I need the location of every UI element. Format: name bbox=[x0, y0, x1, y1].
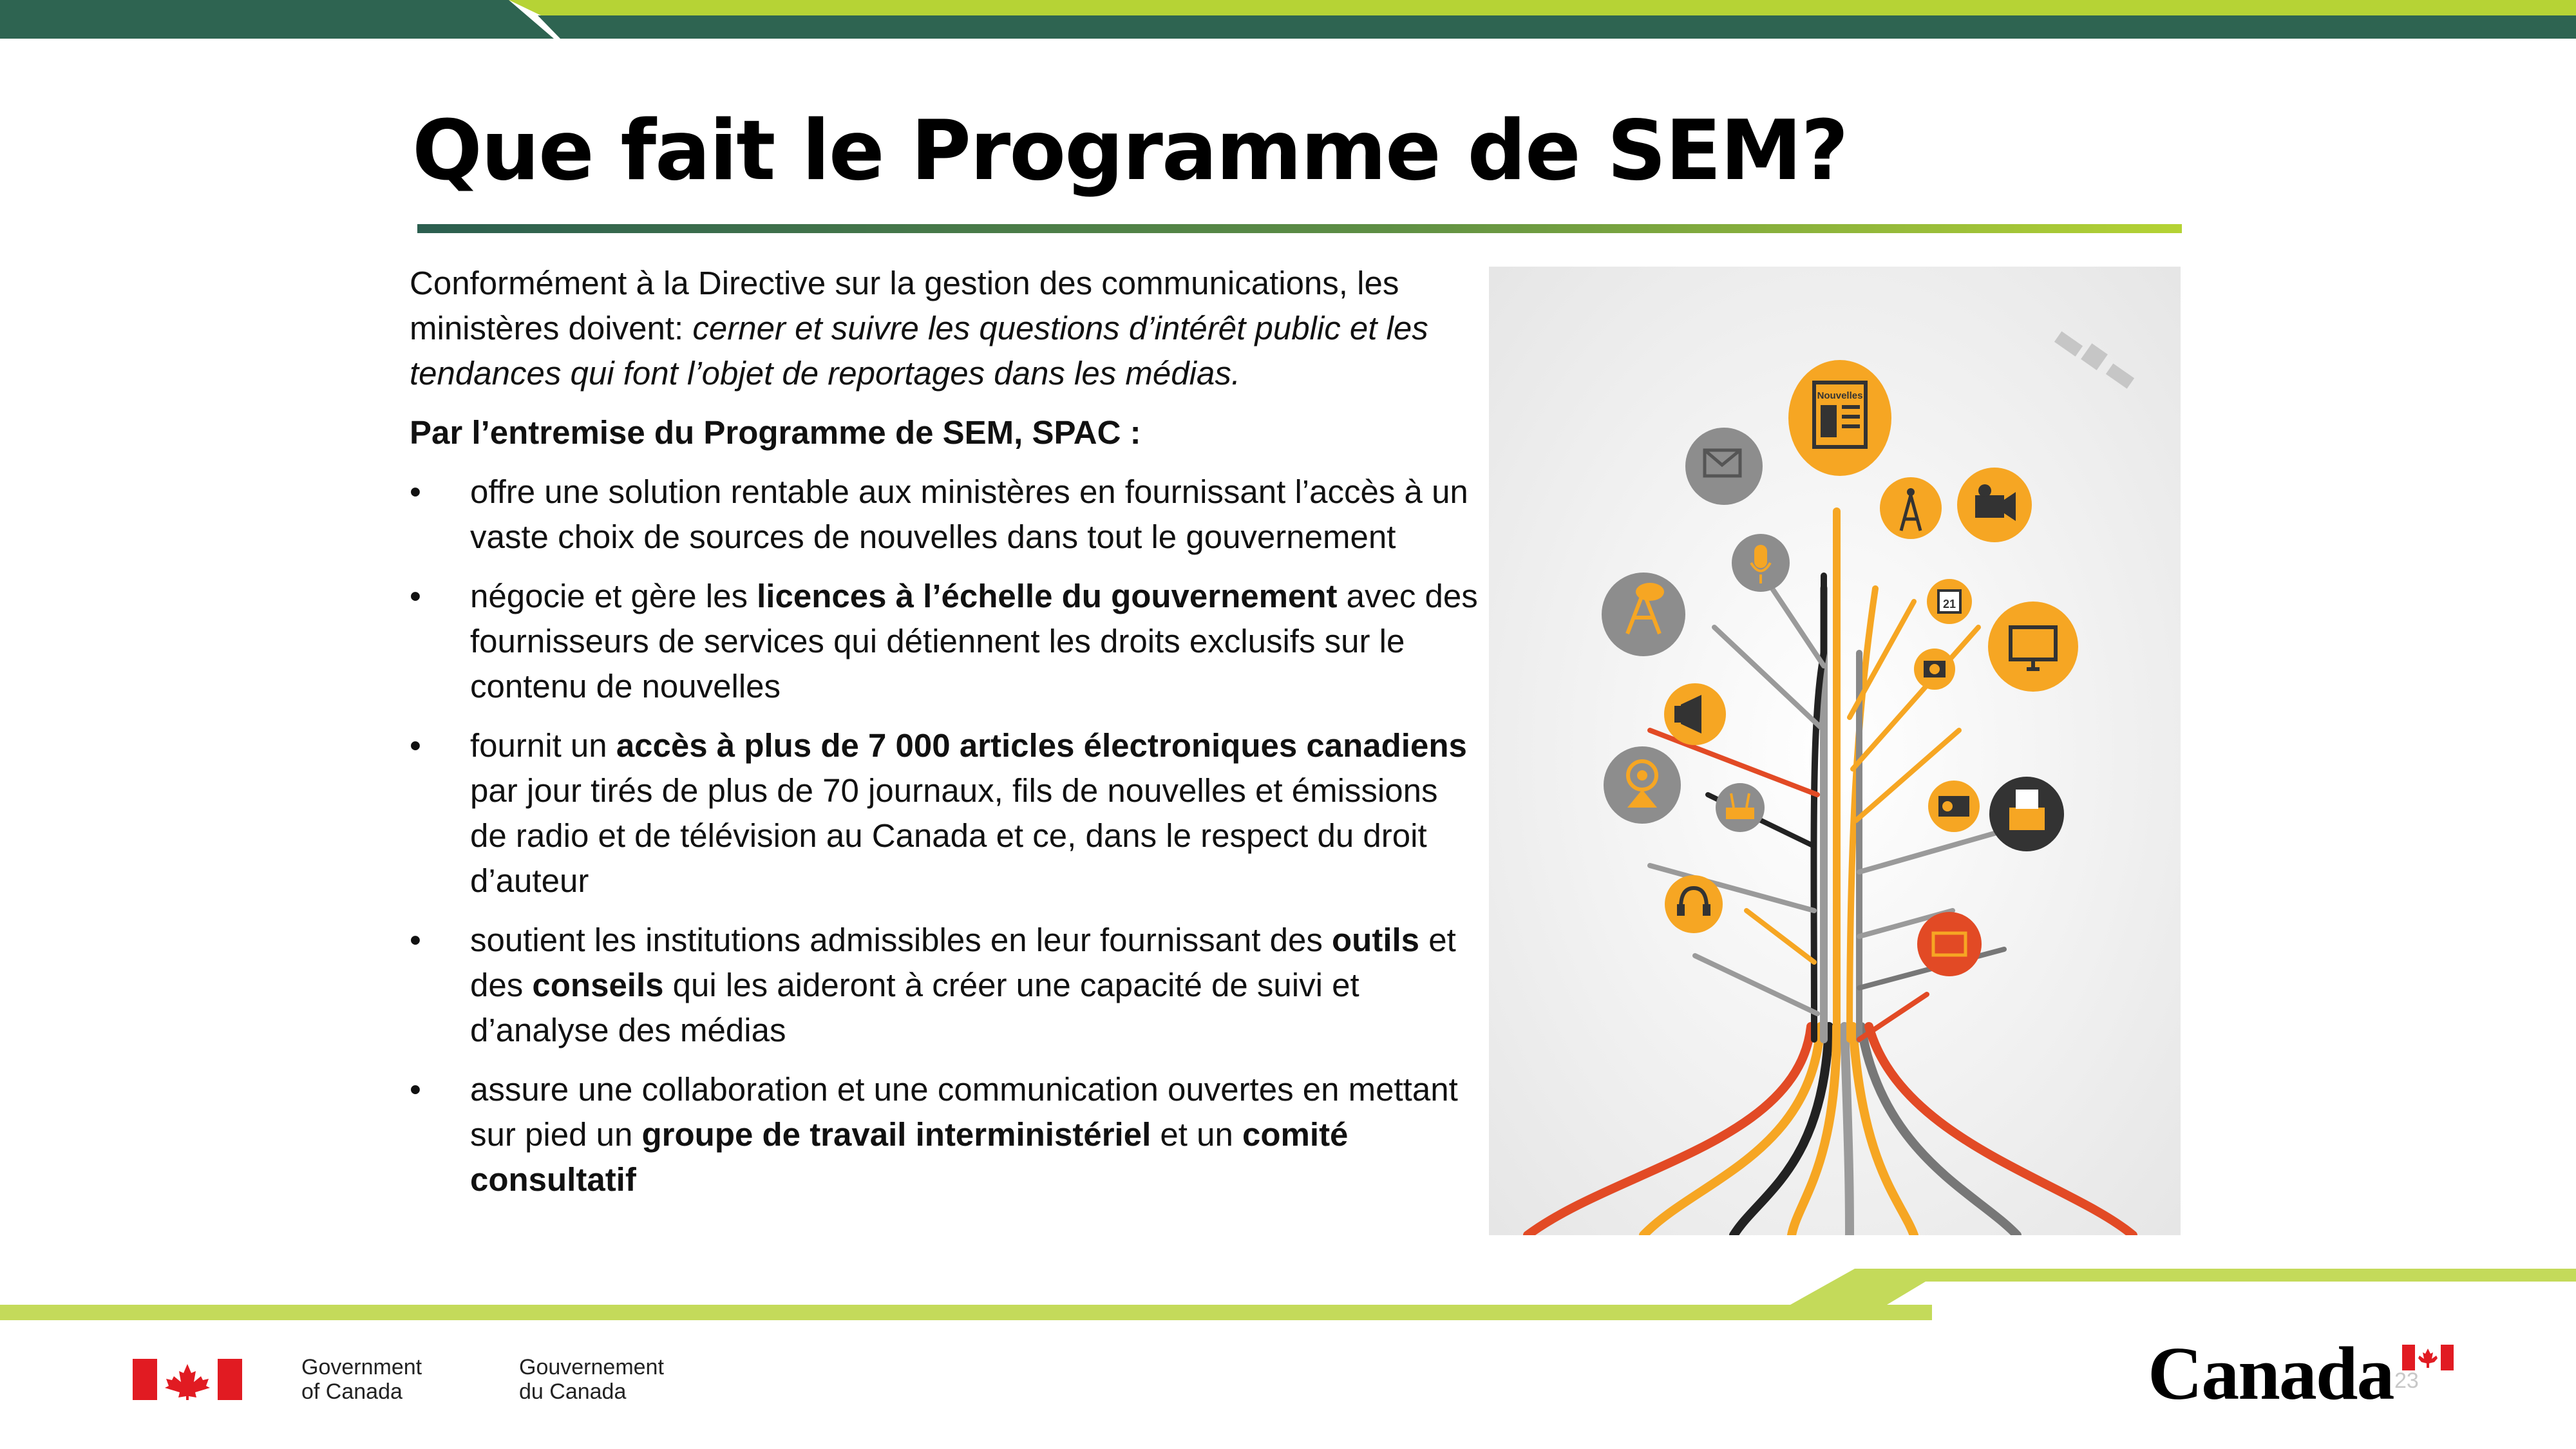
title-underline bbox=[417, 224, 2182, 233]
list-item: • soutient les institutions admissibles en leur fournissant des outils et des conseils qui les aideront à créer une capacité de suivi et d’analyse des médias bbox=[410, 918, 1479, 1053]
list-item: • offre une solution rentable aux ministères en fournissant l’accès à un vaste choix de sources de nouvelles dans tout le gouvernement bbox=[410, 469, 1479, 560]
lead-paragraph: Par l’entremise du Programme de SEM, SPAC : bbox=[410, 414, 1141, 451]
bullet-list bbox=[410, 469, 1479, 1202]
body-text bbox=[410, 261, 1479, 1217]
headset-icon bbox=[1665, 875, 1723, 933]
tv-icon bbox=[1917, 912, 1982, 976]
media-tree-illustration bbox=[1489, 267, 2181, 1235]
page-number: 23 bbox=[2394, 1368, 2419, 1393]
bottom-band bbox=[0, 1269, 2576, 1320]
newspaper-icon bbox=[1788, 360, 1891, 476]
gov-french: Gouvernement du Canada bbox=[519, 1355, 664, 1404]
video-camera-icon bbox=[1957, 468, 2032, 542]
list-item: • négocie et gère les licences à l’échelle du gouvernement avec des fournisseurs de services qui détiennent les droits exclusifs sur le contenu de nouvelles bbox=[410, 574, 1479, 709]
monitor-icon bbox=[1988, 601, 2078, 692]
satellite-dish-icon bbox=[1602, 573, 1685, 656]
bullet-mark: • bbox=[410, 473, 421, 510]
microphone-icon bbox=[1732, 534, 1790, 592]
radio-icon bbox=[1928, 781, 1980, 832]
bullet-mark: • bbox=[410, 1071, 421, 1108]
camera-icon bbox=[1914, 649, 1955, 690]
fax-icon bbox=[1989, 777, 2064, 851]
wordmark-flag-icon bbox=[2402, 1345, 2454, 1370]
svg-text:Nouvelles: Nouvelles bbox=[1817, 390, 1863, 401]
bullet-mark: • bbox=[410, 578, 421, 614]
bullet-mark: • bbox=[410, 922, 421, 958]
bullet-mark: • bbox=[410, 727, 421, 764]
top-band bbox=[0, 0, 2576, 39]
router-icon bbox=[1716, 783, 1765, 832]
radio-tower-icon bbox=[1880, 477, 1942, 539]
intro-paragraph: Conformément à la Directive sur la gestion des communications, les ministères doivent: cerner et suivre les questions d’intérêt public et les tendances qui font l’objet de reportages dans les médias. bbox=[410, 265, 1428, 392]
list-item: • assure une collaboration et une communication ouvertes en mettant sur pied un groupe de travail interministériel et un comité consultatif bbox=[410, 1067, 1479, 1202]
gov-english: Government of Canada bbox=[301, 1355, 422, 1404]
webcam-icon bbox=[1604, 746, 1681, 824]
list-item: • fournit un accès à plus de 7 000 articles électroniques canadiens par jour tirés de plus de 70 journaux, fils de nouvelles et émissions de radio et de télévision au Canada et ce, dans le respect du droit d’auteur bbox=[410, 723, 1479, 904]
canada-wordmark: Canada bbox=[2148, 1331, 2394, 1416]
calendar-icon bbox=[1927, 579, 1972, 624]
megaphone-icon bbox=[1664, 683, 1726, 745]
envelope-icon bbox=[1685, 428, 1763, 505]
page-title: Que fait le Programme de SEM? bbox=[412, 103, 1848, 199]
canada-flag-icon bbox=[133, 1359, 242, 1400]
svg-text:21: 21 bbox=[1942, 598, 1956, 611]
